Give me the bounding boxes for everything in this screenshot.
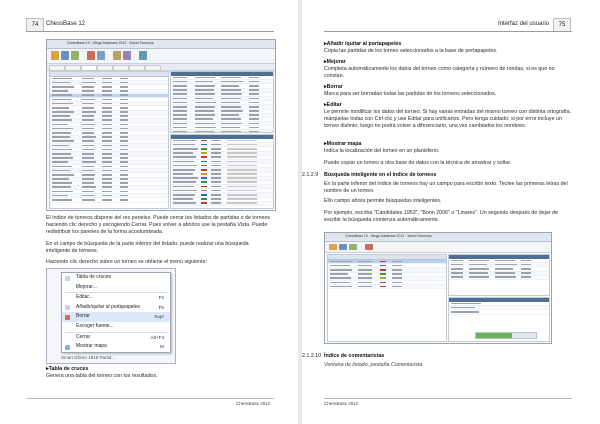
item-mejorar bbox=[324, 59, 572, 80]
header-title: ChessBase 12 bbox=[46, 21, 86, 27]
bullet-arrow-icon: ▸ bbox=[324, 102, 327, 108]
menu-item-tabla-de-cruces[interactable]: Tabla de cruces bbox=[62, 273, 170, 283]
globe-icon bbox=[65, 345, 70, 350]
search-progress-bar bbox=[475, 332, 537, 339]
page-number: 74 bbox=[26, 18, 44, 32]
smart-search-screenshot bbox=[324, 232, 552, 344]
item-heading: ▸Editar bbox=[324, 102, 342, 108]
window-title: ChessBase 12 - Mega Database 2012 - World Tourneys bbox=[67, 41, 154, 45]
background-row: Smart Dilean 1918 Partid... bbox=[61, 355, 116, 360]
players-list bbox=[170, 134, 274, 209]
item-text: Marca para ser borradas todas las partidas de los torneos seleccionados. bbox=[324, 91, 497, 97]
clipboard-icon bbox=[65, 305, 70, 310]
delete-icon bbox=[65, 315, 70, 320]
games-list bbox=[170, 71, 274, 133]
item-text: Indica la localización del torneo en un planisferio. bbox=[324, 148, 440, 154]
bullet-arrow-icon: ▸ bbox=[324, 141, 327, 147]
left-page bbox=[0, 0, 298, 424]
footer-text: ChessBase 2012 bbox=[324, 401, 359, 406]
bullet-arrow-icon: ▸ bbox=[324, 84, 327, 90]
item-clipboard bbox=[324, 41, 572, 55]
menu-item-cerrar[interactable]: Cerrar Alt+F4 bbox=[76, 333, 164, 340]
footer-rule bbox=[324, 398, 572, 399]
section-paragraph-2: Ello campo ahora permite búsquedas inteligentes. bbox=[324, 198, 442, 204]
menu-item-escoger-fuente[interactable]: Escoger fuente... bbox=[76, 322, 114, 329]
menu-item-editar[interactable]: Editar... F2 bbox=[76, 294, 164, 301]
section-paragraph-3: Por ejemplo, escriba "Candidates 1953", "Bonn 2006" o "Linares". Un segundo después de dejar de escribir la búsqueda comienza automáticamente. bbox=[324, 210, 558, 223]
menu-item-clipboard[interactable]: Añadir/quitar al portapapeles F5 bbox=[62, 303, 170, 313]
section-title: Índice de comentaristas bbox=[324, 353, 385, 359]
section-number: 2.1.2.9 bbox=[302, 172, 319, 178]
item-heading: ▸Mejorar bbox=[324, 59, 346, 65]
search-paragraph: En el campo de búsqueda de la parte inferior del listado, puede realizar una búsqueda inteligente de torneos. bbox=[46, 241, 249, 254]
ribbon-toolbar bbox=[47, 49, 275, 64]
item-heading: ▸Borrar bbox=[324, 84, 343, 90]
item-borrar bbox=[324, 84, 572, 98]
intro-paragraph: El índice de torneos dispone del res paneles. Puede cerrar los listados de partidas o de torneos haciendo clic derecho y escogiendo Cerrar. Pues volver a abrirlos use la pestaña Vista. Puede redistribuir los paneles de la forma acostumbrada. bbox=[46, 215, 271, 235]
list-tabs bbox=[47, 64, 275, 71]
header-rule bbox=[26, 31, 274, 32]
context-menu-screenshot bbox=[46, 268, 176, 364]
section-subtitle: Ventana de listado, pestaña Comentarista bbox=[324, 362, 423, 368]
window-titlebar bbox=[325, 233, 551, 242]
tournament-index-screenshot bbox=[46, 39, 276, 211]
menu-item-borrar[interactable]: Borrar Supr bbox=[62, 312, 170, 322]
ribbon-toolbar bbox=[325, 242, 551, 253]
item-heading: ▸Mostrar mapa bbox=[324, 141, 362, 147]
footer-text: ChessBase 2012 bbox=[236, 401, 271, 406]
menu-item-mostrar-mapa[interactable]: Mostrar mapa M bbox=[62, 342, 170, 352]
tournament-list bbox=[49, 71, 169, 209]
games-preview-list bbox=[448, 254, 550, 296]
window-titlebar bbox=[47, 40, 275, 49]
bullet-arrow-icon: ▸ bbox=[324, 59, 327, 65]
section-title: Búsqueda inteligente en el índice de torneos bbox=[324, 172, 437, 178]
section-number: 2.1.2.10 bbox=[302, 353, 322, 359]
item-mostrar-mapa bbox=[324, 141, 572, 155]
bullet-arrow-icon: ▸ bbox=[324, 41, 327, 47]
menu-item-mejorar[interactable]: Mejorar... bbox=[76, 283, 97, 290]
footer-rule bbox=[26, 398, 274, 399]
section-paragraph-1: En la parte inferior del índice de torneos hay un campo para escribir texto. Teclee las primeras letras del nombre de un torneo. bbox=[324, 181, 568, 194]
window-title: ChessBase 12 - Mega Database 2012 - World Tourneys bbox=[345, 234, 432, 238]
item-editar bbox=[324, 102, 572, 130]
item-heading: ▸Añadir /quitar al portapapeles bbox=[324, 41, 402, 47]
page-number: 75 bbox=[553, 18, 571, 32]
header-rule bbox=[324, 31, 572, 32]
header-title: Interfaz del usuario bbox=[498, 21, 550, 27]
search-results-list bbox=[327, 254, 447, 342]
tabla-de-cruces-heading: ▸Tabla de cruces bbox=[46, 366, 89, 372]
item-text: Copia las partidas de los torneo seleccionados a la base de portapapeles. bbox=[324, 48, 498, 54]
right-page bbox=[302, 0, 600, 424]
copy-paragraph: Puede copiar un torneo a otra base de datos con la técnica de arrastrar y soltar. bbox=[324, 160, 512, 166]
item-text: Completa automáticamente los datos del torneo como categoría y número de rondas, si es que no constan. bbox=[324, 66, 555, 79]
item-text: Le permite modificar los datos del torneo. Si hay varias entradas del mismo torneo con distinta ortografía, márquelas todas con Ctrl-clic y use Editar para unificarlos. Pero tenga cuidado: si por error incluye un torneo distinto, luego no podrá volver a diferenciarlo, una vez cambiados los nombres. bbox=[324, 109, 572, 129]
menu-intro-paragraph: Haciendo clic derecho sobre un torneo se obtiene el menú siguiente: bbox=[46, 259, 208, 265]
bullet-arrow-icon: ▸ bbox=[46, 366, 49, 372]
tabla-de-cruces-text: Genera una tabla del torneo con los resultados. bbox=[46, 373, 158, 379]
table-icon bbox=[65, 276, 70, 281]
context-menu bbox=[61, 272, 171, 353]
